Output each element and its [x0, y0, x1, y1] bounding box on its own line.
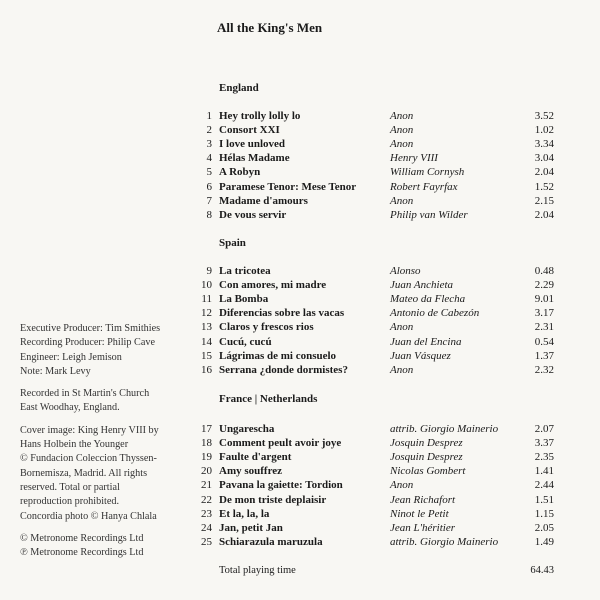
track-number: 9 [206, 265, 212, 277]
track-row [0, 464, 600, 478]
track-duration: 2.32 [534, 363, 554, 376]
track-row [0, 363, 600, 377]
track-row [0, 422, 600, 436]
track-number: 6 [206, 180, 212, 193]
track-composer: Antonio de Cabezón [390, 307, 480, 320]
track-number: 5 [206, 166, 212, 179]
track-duration: 3.34 [534, 138, 554, 151]
track-title: Consort XXI [219, 124, 280, 137]
track-number: 13 [201, 321, 212, 334]
track-row [0, 478, 600, 492]
track-duration: 2.04 [534, 166, 554, 179]
track-duration: 2.04 [534, 208, 554, 221]
credit-line: Executive Producer: Tim Smithies [20, 323, 161, 334]
track-composer: Robert Fayrfax [390, 180, 458, 193]
track-duration: 0.48 [534, 265, 554, 277]
track-number: 18 [201, 437, 212, 450]
track-number: 7 [206, 194, 212, 207]
track-number: 23 [201, 507, 212, 520]
track-row [0, 450, 600, 464]
credit-line: ℗ Metronome Recordings Ltd [20, 547, 144, 559]
track-composer: Anon [390, 110, 414, 122]
track-row [0, 306, 600, 320]
total-duration: 64.43 [530, 565, 554, 576]
track-composer: Juan Vásquez [390, 349, 451, 362]
track-composer: Josquin Desprez [390, 437, 463, 450]
track-composer: William Cornysh [390, 166, 465, 179]
credit-line: reproduction prohibited. [20, 496, 120, 508]
track-row [0, 180, 600, 194]
track-composer: Nicolas Gombert [390, 465, 466, 478]
track-title: Schiarazula maruzula [219, 535, 323, 548]
track-composer: Anon [390, 363, 414, 376]
track-row [0, 436, 600, 450]
track-composer: Mateo da Flecha [390, 293, 466, 306]
credits-block [20, 387, 200, 416]
track-number: 14 [201, 335, 212, 348]
track-number: 20 [201, 465, 212, 478]
track-row [0, 521, 600, 535]
track-duration: 1.52 [534, 180, 554, 193]
track-row [0, 349, 600, 363]
track-row [0, 194, 600, 208]
track-title: Et la, la, la [219, 507, 270, 520]
track-composer: Jean L'héritier [390, 521, 455, 534]
track-duration: 1.51 [534, 493, 554, 506]
track-row [0, 151, 600, 165]
track-row [0, 278, 600, 292]
track-title: Paramese Tenor: Mese Tenor [219, 180, 357, 193]
track-duration: 2.05 [534, 521, 554, 534]
track-title: Diferencias sobre las vacas [219, 307, 345, 320]
track-number: 15 [201, 349, 212, 362]
track-duration: 1.02 [534, 124, 554, 137]
track-title: Lágrimas de mi consuelo [219, 349, 337, 362]
credit-line: Recorded in St Martin's Church [20, 388, 150, 400]
track-duration: 2.44 [534, 479, 554, 492]
track-number: 21 [201, 479, 212, 492]
section-heading: France | Netherlands [219, 393, 318, 405]
track-duration: 2.15 [534, 194, 554, 207]
track-duration: 3.52 [534, 110, 554, 122]
track-row [0, 165, 600, 179]
track-title: Comment peult avoir joye [219, 437, 342, 450]
track-title: Hélas Madame [219, 152, 290, 165]
track-number: 22 [201, 493, 212, 506]
track-composer: Juan del Encina [390, 335, 462, 348]
track-title: I love unloved [219, 138, 286, 151]
track-title: De mon triste deplaisir [219, 493, 327, 506]
credit-line: © Fundacion Coleccion Thyssen- [20, 453, 157, 465]
track-composer: Josquin Desprez [390, 451, 463, 464]
track-duration: 3.17 [534, 307, 554, 320]
credit-line: Recording Producer: Philip Cave [20, 337, 155, 349]
track-title: Serrana ¿donde dormistes? [219, 363, 348, 376]
track-title: Ungarescha [219, 423, 275, 435]
track-title: Pavana la gaiette: Tordion [219, 479, 343, 492]
track-composer: attrib. Giorgio Mainerio [390, 535, 499, 548]
track-row [0, 137, 600, 151]
track-duration: 2.35 [534, 451, 554, 464]
track-number: 24 [201, 521, 212, 534]
track-row [0, 123, 600, 137]
track-title: Faulte d'argent [219, 451, 292, 464]
track-composer: Anon [390, 124, 414, 137]
track-title: La Bomba [219, 293, 269, 306]
credit-line: Engineer: Leigh Jemison [20, 351, 122, 363]
total-label: Total playing time [219, 565, 296, 576]
track-duration: 2.29 [534, 279, 554, 292]
track-row [0, 493, 600, 507]
track-row [0, 264, 600, 278]
credit-line: Concordia photo © Hanya Chlala [20, 510, 157, 522]
album-title: All the King's Men [217, 20, 323, 35]
track-row [0, 208, 600, 222]
track-title: Amy souffrez [219, 465, 283, 478]
track-number: 4 [206, 152, 212, 165]
track-duration: 0.54 [534, 335, 554, 348]
track-composer: Henry VIII [390, 152, 438, 165]
track-title: Madame d'amours [219, 194, 308, 207]
track-number: 1 [206, 110, 212, 122]
track-number: 2 [206, 124, 212, 137]
track-row [0, 320, 600, 334]
track-composer: Anon [390, 321, 414, 334]
track-row [0, 535, 600, 549]
track-title: Jan, petit Jan [219, 521, 283, 534]
credit-line: Bornemisza, Madrid. All rights [20, 467, 148, 479]
track-duration: 1.49 [534, 535, 554, 548]
track-duration: 3.04 [534, 152, 554, 165]
track-duration: 1.37 [534, 349, 554, 362]
track-number: 16 [201, 363, 212, 376]
credit-line: © Metronome Recordings Ltd [20, 532, 144, 544]
track-title: Con amores, mi madre [219, 279, 327, 292]
credit-line: Note: Mark Levy [20, 365, 91, 377]
section-heading: England [219, 82, 259, 94]
track-title: Hey trolly lolly lo [219, 110, 301, 122]
track-duration: 2.07 [534, 423, 554, 435]
section-heading: Spain [219, 237, 246, 249]
track-title: A Robyn [219, 166, 261, 179]
track-row [0, 292, 600, 306]
track-duration: 3.37 [534, 437, 554, 450]
track-title: Claros y frescos rios [219, 321, 314, 334]
track-composer: Philip van Wilder [390, 208, 468, 221]
track-number: 11 [201, 293, 212, 306]
credit-line: Cover image: King Henry VIII by [20, 424, 159, 436]
track-number: 17 [201, 423, 212, 435]
track-row [0, 507, 600, 521]
track-duration: 2.31 [534, 321, 554, 334]
track-number: 8 [206, 208, 212, 221]
track-composer: Anon [390, 138, 414, 151]
track-composer: Anon [390, 479, 414, 492]
track-title: La tricotea [219, 265, 271, 277]
track-number: 3 [206, 138, 212, 151]
track-composer: Anon [390, 194, 414, 207]
track-number: 19 [201, 451, 212, 464]
track-duration: 1.15 [534, 507, 554, 520]
track-row [0, 109, 600, 123]
track-composer: Ninot le Petit [390, 507, 449, 520]
track-title: Cucú, cucú [219, 335, 272, 348]
credit-line: East Woodhay, England. [20, 402, 120, 414]
track-duration: 9.01 [534, 293, 554, 306]
track-duration: 1.41 [534, 465, 554, 478]
track-number: 10 [201, 279, 212, 292]
credit-line: reserved. Total or partial [20, 481, 120, 493]
track-composer: Alonso [390, 265, 421, 277]
track-composer: Juan Anchieta [390, 279, 454, 292]
total-playing-time [0, 565, 600, 579]
track-number: 25 [201, 535, 212, 548]
credit-line: Hans Holbein the Younger [20, 439, 129, 451]
track-title: De vous servir [219, 208, 287, 221]
track-composer: Jean Richafort [390, 493, 456, 506]
track-number: 12 [201, 307, 212, 320]
track-row [0, 335, 600, 349]
track-composer: attrib. Giorgio Mainerio [390, 423, 499, 435]
